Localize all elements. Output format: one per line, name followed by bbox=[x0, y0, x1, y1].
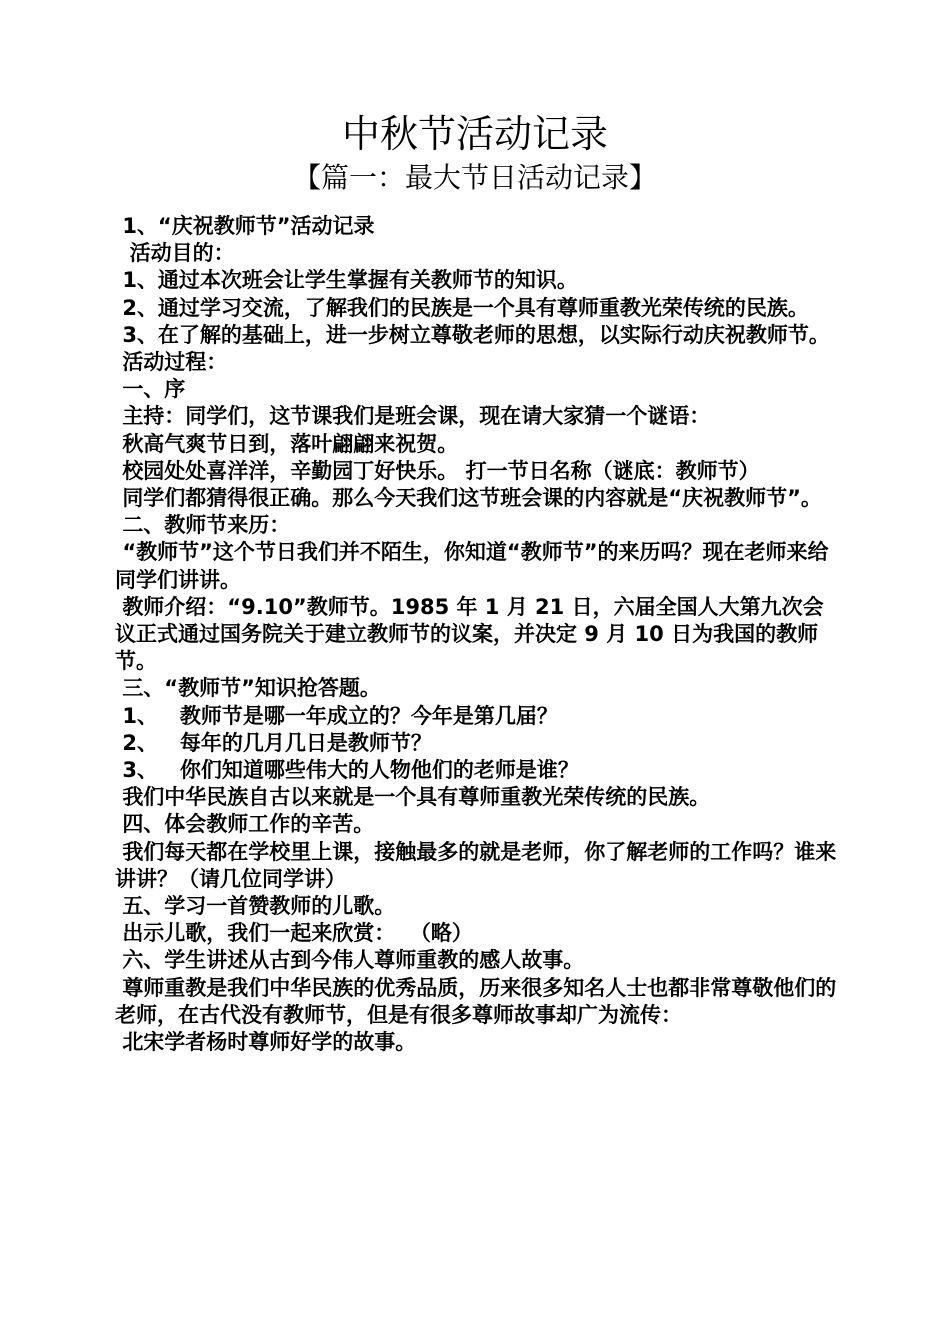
body-paragraph: “教师节”这个节日我们并不陌生，你知道“教师节”的来历吗？现在老师来给同学们讲讲。 bbox=[115, 540, 829, 592]
document-title: 中秋节活动记录 bbox=[341, 112, 608, 156]
body-paragraph: 1、“庆祝教师节”活动记录 bbox=[115, 214, 375, 238]
body-paragraph: 2、 每年的几月几日是教师节？ bbox=[115, 730, 432, 755]
body-paragraph: 二、教师节来历： bbox=[115, 513, 291, 538]
body-paragraph: 活动目的： bbox=[115, 241, 235, 266]
body-paragraph: 尊师重教是我们中华民族的优秀品质，历来很多知名人士也都非常尊敬他们的老师，在古代没有教师节，但是有很多尊师故事却广为流传： bbox=[115, 975, 837, 1027]
body-paragraph: 我们中华民族自古以来就是一个具有尊师重教光荣传统的民族。 bbox=[115, 785, 711, 810]
body-paragraph: 一、序 bbox=[115, 377, 186, 402]
body-paragraph: 主持：同学们，这节课我们是班会课，现在请大家猜一个谜语： bbox=[115, 404, 711, 429]
body-paragraph: 出示儿歌，我们一起来欣赏： （略） bbox=[115, 921, 473, 946]
body-paragraph: 三、“教师节”知识抢答题。 bbox=[115, 676, 381, 701]
body-paragraph: 四、体会教师工作的辛苦。 bbox=[115, 812, 375, 837]
body-paragraph: 五、学习一首赞教师的儿歌。 bbox=[115, 894, 396, 919]
body-paragraph: 教师介绍：“9.10”教师节。1985 年 1 月 21 日，六届全国人大第九次会议正式通过国务院关于建立教师节的议案，并决定 9 月 10 日为我国的教师节。 bbox=[115, 594, 824, 674]
body-paragraph: 2、通过学习交流，了解我们的民族是一个具有尊师重教光荣传统的民族。 bbox=[115, 295, 809, 320]
body-paragraph: 同学们都猜得很正确。那么今天我们这节班会课的内容就是“庆祝教师节”。 bbox=[115, 486, 822, 511]
body-paragraph: 活动过程： bbox=[115, 350, 228, 375]
body-paragraph: 我们每天都在学校里上课，接触最多的就是老师，你了解老师的工作吗？谁来讲讲？（请几位同学讲） bbox=[115, 839, 837, 891]
body-paragraph: 3、 你们知道哪些伟大的人物他们的老师是谁？ bbox=[115, 758, 579, 783]
body-paragraph: 北宋学者杨时尊师好学的故事。 bbox=[115, 1030, 417, 1055]
document-body bbox=[115, 213, 837, 1056]
body-paragraph: 1、通过本次班会让学生掌握有关教师节的知识。 bbox=[115, 268, 578, 293]
body-paragraph: 1、 教师节是哪一年成立的？今年是第几届？ bbox=[115, 703, 558, 728]
body-paragraph: 校园处处喜洋洋，辛勤园丁好快乐。 打一节日名称（谜底：教师节） bbox=[115, 458, 760, 483]
body-paragraph: 六、学生讲述从古到今伟人尊师重教的感人故事。 bbox=[115, 948, 585, 973]
body-paragraph: 3、在了解的基础上，进一步树立尊敬老师的思想，以实际行动庆祝教师节。 bbox=[115, 322, 830, 347]
body-paragraph: 秋高气爽节日到，落叶翩翩来祝贺。 bbox=[115, 431, 459, 456]
document-subtitle: 【篇一：最大节日活动记录】 bbox=[292, 161, 657, 194]
